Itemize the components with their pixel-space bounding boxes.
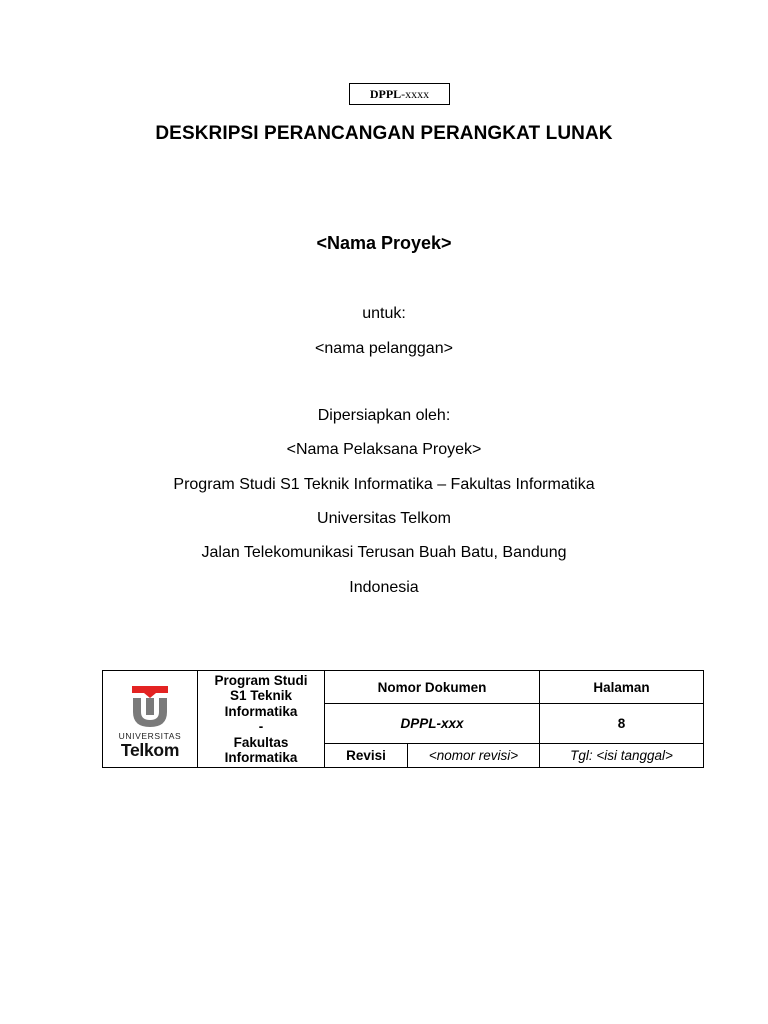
document-code-box <box>349 83 450 105</box>
program-line-1: Program Studi <box>214 672 308 688</box>
project-name: <Nama Proyek> <box>316 233 452 253</box>
revision-label: Revisi <box>325 744 408 768</box>
document-title: DESKRIPSI PERANCANGAN PERANGKAT LUNAK <box>155 123 613 144</box>
executor-name: <Nama Pelaksana Proyek> <box>286 441 482 458</box>
customer-name: <nama pelanggan> <box>315 340 453 357</box>
telkom-logo-icon <box>130 684 170 728</box>
for-label: untuk: <box>362 305 406 322</box>
document-code-prefix: DPPL <box>369 87 402 101</box>
date-value: Tgl: <isi tanggal> <box>540 744 704 768</box>
logo-cell <box>103 671 198 768</box>
program-cell <box>198 671 325 768</box>
university-name: Universitas Telkom <box>317 510 451 527</box>
logo-university-text: UNIVERSITAS <box>118 730 182 741</box>
doc-number-value: DPPL-xxx <box>325 704 540 744</box>
prepared-by-label: Dipersiapkan oleh: <box>317 407 451 424</box>
program-line-6: Informatika <box>224 750 298 765</box>
country-line: Indonesia <box>349 579 419 596</box>
address-line: Jalan Telekomunikasi Terusan Buah Batu, Bandung <box>201 544 567 561</box>
document-footer-table <box>102 670 704 768</box>
program-line: Program Studi S1 Teknik Informatika – Fakultas Informatika <box>173 476 595 493</box>
program-line-4: - <box>258 719 264 734</box>
program-line-5: Fakultas <box>233 734 289 750</box>
revision-value: <nomor revisi> <box>408 744 540 768</box>
page-header: Halaman <box>540 671 704 704</box>
telkom-university-logo <box>103 680 197 759</box>
doc-number-header: Nomor Dokumen <box>325 671 540 704</box>
page-number-value: 8 <box>540 704 704 744</box>
program-line-3: Informatika <box>224 703 298 719</box>
document-code-suffix: -xxxx <box>401 87 430 101</box>
program-line-2: S1 Teknik <box>229 688 293 703</box>
logo-brand-text: Telkom <box>120 739 180 760</box>
